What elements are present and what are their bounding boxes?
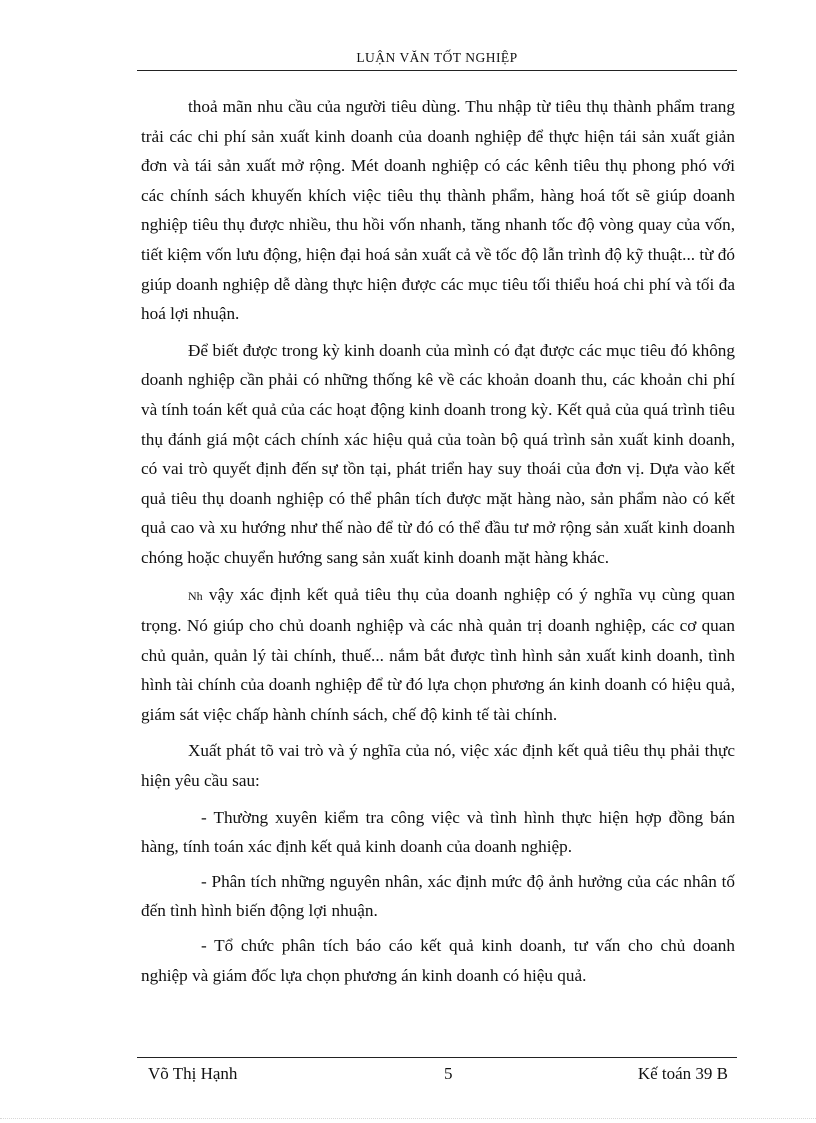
bullet-3: - Tổ chức phân tích báo cáo kết quả kinh doanh, tư vấn cho chủ doanh nghiệp và giám đốc lựa chọn phương án kinh doanh có hiệu quả. bbox=[141, 936, 735, 985]
paragraph-3 bbox=[141, 580, 735, 730]
bullet-1: - Thường xuyên kiểm tra công việc và tình hình thực hiện hợp đồng bán hàng, tính toán xác định kết quả kinh doanh của doanh nghiệp. bbox=[141, 807, 735, 857]
page-footer bbox=[148, 1064, 728, 1088]
paragraph-2: Để biết được trong kỳ kinh doanh của mình có đạt được các mục tiêu đó không doanh nghiệp cần phải có những thống kê về các khoản doanh thu, các khoản chi phí và tính toán kết quả của các hoạt động kinh doanh trong kỳ. Kết quả của quá trình tiêu thụ đánh giá một cách chính xác hiệu quả của toàn bộ quá trình sản xuất kinh doanh, có vai trò quyết định đến sự tồn tại, phát triển hay suy thoái của đơn vị. Dựa vào kết quả tiêu thụ doanh nghiệp có thể phân tích được mặt hàng nào, sản phẩm nào có kết quả cao và xu hướng như thế nào để từ đó có thể đầu tư mở rộng sản xuất kinh doanh chóng hoặc chuyển hướng sang sản xuất kinh doanh mặt hàng khác. bbox=[141, 340, 735, 567]
page-number: 5 bbox=[444, 1064, 453, 1083]
footer-divider bbox=[137, 1057, 737, 1058]
paragraph-3-text: vậy xác định kết quả tiêu thụ của doanh nghiệp có ý nghĩa vụ cùng quan trọng. Nó giúp cho chủ doanh nghiệp và các nhà quản trị doanh nghiệp, các cơ quan chủ quản, quản lý tài chính, thuế... nắm bắt được tình hình sản xuất kinh doanh, tình hình tài chính của doanh nghiệp để từ đó lựa chọn phương án kinh doanh có hiệu quả, giám sát việc chấp hành chính sách, chế độ kinh tế tài chính. bbox=[141, 584, 735, 724]
page-header-title: LUẬN VĂN TỐT NGHIỆP bbox=[356, 50, 518, 65]
paragraph-1: thoả mãn nhu cầu của người tiêu dùng. Thu nhập từ tiêu thụ thành phẩm trang trải các chi phí sản xuất kinh doanh của doanh nghiệp để thực hiện tái sản xuất giản đơn và tái sản xuất mở rộng. Mét doanh nghiệp có các kênh tiêu thụ phong phó với các chính sách khuyến khích việc tiêu thụ thành phẩm, hàng hoá tốt sẽ giúp doanh nghiệp tiêu thụ được nhiều, thu hồi vốn nhanh, tăng nhanh tốc độ vòng quay của vốn, tiết kiệm vốn lưu động, hiện đại hoá sản xuất cả về tốc độ lẫn trình độ kỹ thuật... từ đó giúp doanh nghiệp dễ dàng thực hiện được các mục tiêu tối thiểu hoá chi phí và tối đa hoá lợi nhuận. bbox=[141, 97, 735, 324]
footer-author: Võ Thị Hạnh bbox=[148, 1064, 238, 1083]
page-bottom-edge bbox=[0, 1118, 816, 1119]
header-divider bbox=[137, 70, 737, 71]
paragraph-4: Xuất phát tõ vai trò và ý nghĩa của nó, việc xác định kết quả tiêu thụ phải thực hiện yêu cầu sau: bbox=[141, 741, 735, 791]
footer-class: Kế toán 39 B bbox=[637, 1064, 728, 1083]
paragraph-3-lead: Nh bbox=[188, 588, 203, 603]
document-body bbox=[141, 92, 735, 995]
bullet-2: - Phân tích những nguyên nhân, xác định mức độ ảnh hưởng của các nhân tố đến tình hình biến động lợi nhuận. bbox=[141, 871, 735, 921]
